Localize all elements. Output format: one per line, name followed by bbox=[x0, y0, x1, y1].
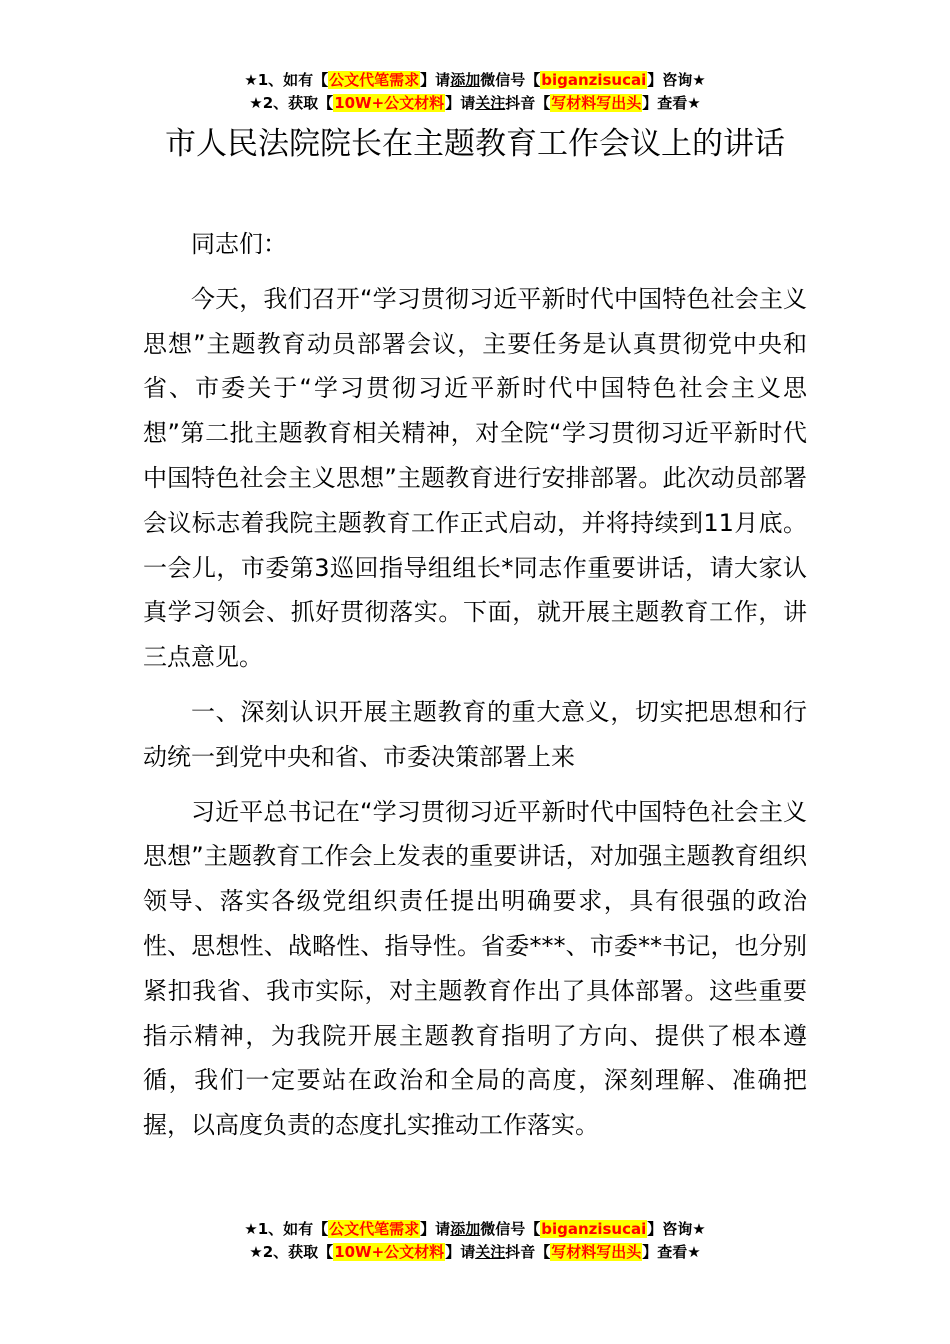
promo-line-1 bbox=[0, 69, 950, 92]
promo-text: 】请 bbox=[445, 94, 476, 112]
promo-text: 】咨询★ bbox=[647, 1220, 706, 1238]
promo-line-2 bbox=[0, 1241, 950, 1264]
promo-text: 】查看★ bbox=[642, 1243, 701, 1261]
promo-highlight: 公文代笔需求 bbox=[329, 71, 420, 89]
promo-text: ★2、获取【 bbox=[249, 94, 334, 112]
promo-text: 】请 bbox=[420, 71, 451, 89]
promo-emphasis: 添加 bbox=[450, 1220, 481, 1238]
paragraph: 今天，我们召开“学习贯彻习近平新时代中国特色社会主义思想”主题教育动员部署会议，主要任务是认真贯彻党中央和省、市委关于“学习贯彻习近平新时代中国特色社会主义思想”第二批主题教育相关精神，对全院“学习贯彻习近平新时代中国特色社会主义思想”主题教育进行安排部署。此次动员部署会议标志着我院主题教育工作正式启动，并将持续到11月底。一会儿，市委第3巡回指导组组长*同志作重要讲话，请大家认真学习领会、抓好贯彻落实。下面，就开展主题教育工作，讲三点意见。 bbox=[143, 284, 807, 672]
promo-douyin-id: 写材料写出头 bbox=[551, 1243, 642, 1261]
promo-emphasis: 关注 bbox=[475, 1243, 506, 1261]
promo-text: 抖音【 bbox=[505, 1243, 551, 1261]
promo-text: ★2、获取【 bbox=[249, 1243, 334, 1261]
promo-banner-bottom bbox=[0, 1218, 950, 1264]
promo-line-1 bbox=[0, 1218, 950, 1241]
promo-banner-top bbox=[0, 69, 950, 115]
promo-text: 】查看★ bbox=[642, 94, 701, 112]
promo-highlight: 公文代笔需求 bbox=[329, 1220, 420, 1238]
promo-wechat-id: biganzisucai bbox=[541, 1220, 647, 1238]
promo-text: ★1、如有【 bbox=[244, 1220, 329, 1238]
promo-text: 抖音【 bbox=[505, 94, 551, 112]
promo-emphasis: 关注 bbox=[475, 94, 506, 112]
promo-wechat-id: biganzisucai bbox=[541, 71, 647, 89]
promo-text: 】咨询★ bbox=[647, 71, 706, 89]
document-title: 市人民法院院长在主题教育工作会议上的讲话 bbox=[165, 126, 785, 162]
promo-text: 】请 bbox=[420, 1220, 451, 1238]
promo-text: 微信号【 bbox=[480, 71, 541, 89]
document-body bbox=[143, 222, 807, 1158]
promo-douyin-id: 写材料写出头 bbox=[551, 94, 642, 112]
promo-text: 微信号【 bbox=[480, 1220, 541, 1238]
section-heading: 一、深刻认识开展主题教育的重大意义，切实把思想和行动统一到党中央和省、市委决策部署上来 bbox=[143, 697, 807, 771]
promo-highlight: 10W+公文材料 bbox=[334, 94, 445, 112]
paragraph: 习近平总书记在“学习贯彻习近平新时代中国特色社会主义思想”主题教育工作会上发表的重要讲话，对加强主题教育组织领导、落实各级党组织责任提出明确要求，具有很强的政治性、思想性、战略性、指导性。省委***、市委**书记，也分别紧扣我省、我市实际，对主题教育作出了具体部署。这些重要指示精神，为我院开展主题教育指明了方向、提供了根本遵循，我们一定要站在政治和全局的高度，深刻理解、准确把握，以高度负责的态度扎实推动工作落实。 bbox=[143, 797, 807, 1140]
promo-emphasis: 添加 bbox=[450, 71, 481, 89]
promo-text: 】请 bbox=[445, 1243, 476, 1261]
promo-highlight: 10W+公文材料 bbox=[334, 1243, 445, 1261]
salutation: 同志们： bbox=[191, 230, 287, 258]
promo-line-2 bbox=[0, 92, 950, 115]
promo-text: ★1、如有【 bbox=[244, 71, 329, 89]
